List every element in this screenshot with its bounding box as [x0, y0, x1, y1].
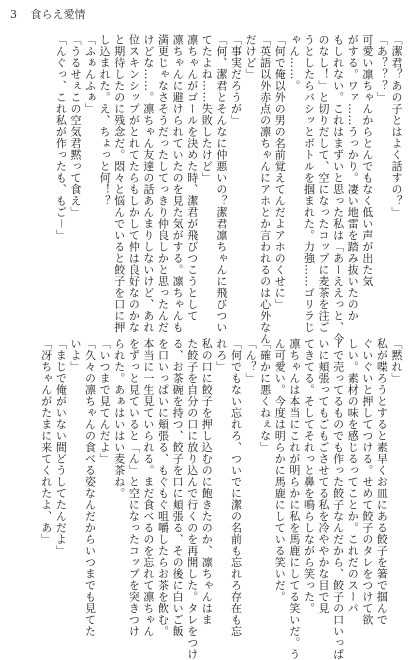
text-line: 「何で俺以外の男の名前覚えてんだよアホのくせに」 [273, 34, 287, 310]
text-line: 私が喋ろうとすると素早くお皿にある餃子を箸で掴んで [375, 338, 389, 626]
text-line: られた。あぁはいはい麦茶ね。 [112, 338, 126, 499]
text-line: いに頬張ってもごもごさせてる私を冷ややかな目で見 [317, 338, 331, 614]
text-line: 「久々の凛ちゃんの食べる姿なんだからいつまでも見てた [83, 338, 97, 637]
text-line: 「ん？」 [244, 338, 258, 384]
text-line: 「何、潔君とそんなに仲悪いの？潔君凛ちゃんに飛びつい [214, 34, 228, 333]
text-line: もしれない。これはまずいと思った私は「あーええっと、今 [331, 34, 345, 345]
text-line: けどな……。凛ちゃん友達の話あんまりしないけど、あれ [141, 34, 155, 333]
text-line: 「ふぁんふぁ」 [83, 34, 97, 115]
text-line: た餃子を自分の口に放り込んで行くのを再開した。タレをつけ [185, 338, 199, 660]
text-line: 「んぐっ、これ私が作ったも、もご－」 [54, 34, 68, 241]
text-line: 満更じゃなさそうだったしてっきり仲良しかと思ったんだ [156, 34, 170, 333]
page-number: 3 [10, 8, 17, 21]
text-line: 「何でもない忘れろ、ついでに潔の名前も忘れろ存在も忘 [229, 338, 243, 637]
text-line: を口いっぱいに頬張る、もぐもぐ咀嚼したらお茶を飲む。 [156, 338, 170, 637]
text-line: ん可愛い。今度は明らかに馬鹿にしている笑いだ。 [273, 338, 287, 603]
text-line: 本当に一生見ていられる。まだ食べるのを忘れて凛ちゃん [141, 338, 155, 637]
text-line: 凛ちゃんに避けられていたのを見た気がする。凛ちゃんも [171, 34, 185, 333]
text-line: れろ」 [214, 338, 228, 373]
text-line: と期待したのに残念だ。悶々と悩んでいると餃子を口に押 [112, 34, 126, 333]
text-line: ぐいぐいと押してつける。せめて餃子のタレをつけて欲 [360, 338, 374, 626]
text-line: のなし！」と切りだして、空になったコップに麦茶を注ご [317, 34, 331, 333]
text-line: ーで売ってるものでも作った餃子なんだから、餃子の口いっぱ [331, 338, 345, 660]
text-line: 凛ちゃんがゴールを決めた時、潔君が飛びつこうとして [185, 34, 199, 322]
text-line: 「いつまで見てんだよ」 [98, 338, 112, 465]
text-line: 「事実だろうが」 [229, 34, 243, 126]
page-header [10, 6, 96, 22]
text-line: ゃん……。 [287, 34, 301, 92]
text-line: 私の口に餃子を押し込むのに飽きたのか、凛ちゃんはま [200, 338, 214, 626]
text-block-bottom [38, 338, 403, 660]
text-block-top [53, 34, 403, 345]
text-line: がする。ワァ……うっかり。凄い地雷を踏み抜いたのか [346, 34, 360, 322]
text-line: 「英語以外赤点の凛ちゃんにアホとか言われるのは心外なん [258, 34, 272, 345]
text-line: 位スキンシップがとれてたらもしかして仲は良好なのかな [127, 34, 141, 333]
text-line: 「冴ちゃんがたまに来てくれたよ、あ」 [39, 338, 53, 545]
text-line: うとしたらバシッとボトルを掴まれた。力強……ゴリラじ [302, 34, 316, 333]
text-line: 「あ？？？」 [375, 34, 389, 103]
text-line: いよ」 [68, 338, 82, 373]
text-line: 「まじで俺がいない間どうしてたんだよ」 [54, 338, 68, 557]
text-line: をずっと見ていると「ん」と空になったコップを突きつけ [127, 338, 141, 637]
text-line: しい。素材の味を感じるってことか。これだのスーパ [346, 338, 360, 614]
text-line: 「潔君？あの子とはよく話すの？」 [390, 34, 403, 218]
chapter-title: 食らえ愛情 [30, 8, 86, 21]
text-line: 「うるせぇこの空気君黙って食え」 [68, 34, 82, 218]
text-line: 凛ちゃんは本当にこれが明らかに私を馬鹿にしてる笑いだ。う [287, 338, 301, 660]
text-line: てきてる。そしてそれっと鼻を鳴らしながら笑った。 [302, 338, 316, 614]
text-line: 可愛い凛ちゃんからとんでもなく低い声が出た気 [360, 34, 374, 287]
text-line: 「黙れ」 [390, 338, 403, 384]
text-line: 「確かに悪くねぇな」 [258, 338, 272, 453]
text-line: てたよね……失敗したけど」 [200, 34, 214, 184]
text-line: だけど」 [244, 34, 258, 80]
text-line: る、お茶碗を持つ、餃子を口に頬張る、その後に白いご飯 [171, 338, 185, 637]
text-line: し込まれた。え、ちょっと何！？ [98, 34, 112, 207]
